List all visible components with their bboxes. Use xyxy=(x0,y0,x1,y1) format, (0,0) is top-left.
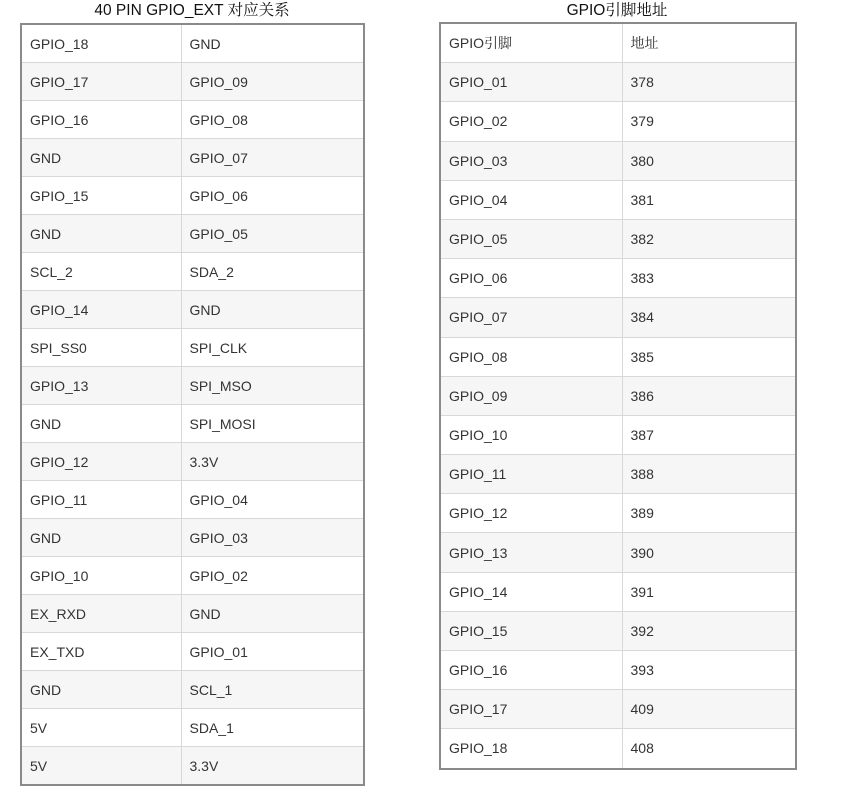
pin-left-cell: GND xyxy=(21,405,181,443)
gpio-address-cell: 392 xyxy=(622,611,796,650)
table-row xyxy=(21,24,364,63)
gpio-address-cell: 409 xyxy=(622,690,796,729)
pin-left-cell: 5V xyxy=(21,747,181,786)
pin-right-cell: GPIO_09 xyxy=(181,63,364,101)
pin-left-cell: EX_RXD xyxy=(21,595,181,633)
pin-right-cell: SPI_MSO xyxy=(181,367,364,405)
gpio-address-cell: 387 xyxy=(622,415,796,454)
pin-left-cell: GPIO_18 xyxy=(21,24,181,63)
pin-mapping-table xyxy=(20,23,365,786)
gpio-name-cell: GPIO_15 xyxy=(440,611,622,650)
table-row xyxy=(21,443,364,481)
pin-right-cell: GPIO_01 xyxy=(181,633,364,671)
gpio-name-cell: GPIO_12 xyxy=(440,494,622,533)
gpio-address-cell: 393 xyxy=(622,651,796,690)
pin-left-cell: SPI_SS0 xyxy=(21,329,181,367)
table-row xyxy=(21,329,364,367)
gpio-name-cell: GPIO_04 xyxy=(440,180,622,219)
pin-right-cell: GPIO_08 xyxy=(181,101,364,139)
gpio-name-cell: GPIO_02 xyxy=(440,102,622,141)
pin-right-cell: SDA_1 xyxy=(181,709,364,747)
gpio-name-cell: GPIO_03 xyxy=(440,141,622,180)
gpio-address-cell: 381 xyxy=(622,180,796,219)
table-row xyxy=(21,63,364,101)
addr-table-body xyxy=(440,23,796,769)
pin-left-cell: GPIO_12 xyxy=(21,443,181,481)
pin-table-caption: 40 PIN GPIO_EXT 对应关系 xyxy=(94,2,290,19)
gpio-name-cell: GPIO_10 xyxy=(440,415,622,454)
table-row xyxy=(440,376,796,415)
pin-table-body xyxy=(21,24,364,785)
table-row xyxy=(440,102,796,141)
table-row xyxy=(21,481,364,519)
pin-right-cell: GPIO_03 xyxy=(181,519,364,557)
gpio-name-cell: GPIO_18 xyxy=(440,729,622,769)
gpio-address-cell: 382 xyxy=(622,219,796,258)
gpio-name-cell: GPIO引脚 xyxy=(440,23,622,63)
gpio-address-cell: 388 xyxy=(622,455,796,494)
gpio-address-cell: 384 xyxy=(622,298,796,337)
pin-right-cell: 3.3V xyxy=(181,443,364,481)
table-row xyxy=(21,671,364,709)
gpio-name-cell: GPIO_16 xyxy=(440,651,622,690)
gpio-address-cell: 390 xyxy=(622,533,796,572)
table-row xyxy=(440,23,796,63)
table-row xyxy=(21,177,364,215)
gpio-name-cell: GPIO_01 xyxy=(440,63,622,102)
pin-left-cell: GPIO_14 xyxy=(21,291,181,329)
gpio-address-cell: 378 xyxy=(622,63,796,102)
pin-left-cell: GPIO_10 xyxy=(21,557,181,595)
pin-right-cell: GND xyxy=(181,595,364,633)
table-row xyxy=(440,63,796,102)
table-row xyxy=(440,729,796,769)
gpio-address-cell: 391 xyxy=(622,572,796,611)
gpio-name-cell: GPIO_13 xyxy=(440,533,622,572)
table-row xyxy=(440,259,796,298)
table-row xyxy=(440,611,796,650)
pin-left-cell: SCL_2 xyxy=(21,253,181,291)
pin-right-cell: SPI_MOSI xyxy=(181,405,364,443)
gpio-name-cell: GPIO_05 xyxy=(440,219,622,258)
gpio-name-cell: GPIO_17 xyxy=(440,690,622,729)
pin-right-cell: GPIO_07 xyxy=(181,139,364,177)
table-row xyxy=(21,595,364,633)
pin-right-cell: GPIO_06 xyxy=(181,177,364,215)
table-row xyxy=(440,141,796,180)
table-row xyxy=(21,101,364,139)
pin-left-cell: GPIO_15 xyxy=(21,177,181,215)
gpio-address-table xyxy=(439,22,797,770)
table-row xyxy=(440,180,796,219)
pin-right-cell: GND xyxy=(181,24,364,63)
table-row xyxy=(21,557,364,595)
table-row xyxy=(21,367,364,405)
pin-left-cell: GPIO_11 xyxy=(21,481,181,519)
table-row xyxy=(440,415,796,454)
table-row xyxy=(21,747,364,786)
gpio-name-cell: GPIO_07 xyxy=(440,298,622,337)
addr-table-caption: GPIO引脚地址 xyxy=(566,2,668,19)
pin-left-cell: EX_TXD xyxy=(21,633,181,671)
gpio-address-cell: 380 xyxy=(622,141,796,180)
gpio-address-cell: 地址 xyxy=(622,23,796,63)
gpio-name-cell: GPIO_09 xyxy=(440,376,622,415)
table-row xyxy=(440,651,796,690)
pin-left-cell: GPIO_16 xyxy=(21,101,181,139)
pin-right-cell: SDA_2 xyxy=(181,253,364,291)
gpio-name-cell: GPIO_14 xyxy=(440,572,622,611)
gpio-name-cell: GPIO_08 xyxy=(440,337,622,376)
gpio-address-cell: 385 xyxy=(622,337,796,376)
table-row xyxy=(21,253,364,291)
table-row xyxy=(440,533,796,572)
table-row xyxy=(21,215,364,253)
table-row xyxy=(21,291,364,329)
pin-right-cell: SPI_CLK xyxy=(181,329,364,367)
pin-left-cell: GND xyxy=(21,671,181,709)
gpio-address-cell: 386 xyxy=(622,376,796,415)
table-row xyxy=(21,709,364,747)
table-row xyxy=(440,572,796,611)
table-row xyxy=(440,455,796,494)
pin-left-cell: GND xyxy=(21,139,181,177)
pin-right-cell: GPIO_05 xyxy=(181,215,364,253)
pin-left-cell: GND xyxy=(21,519,181,557)
table-row xyxy=(21,405,364,443)
table-row xyxy=(440,298,796,337)
table-row xyxy=(440,219,796,258)
gpio-address-cell: 383 xyxy=(622,259,796,298)
table-row xyxy=(440,494,796,533)
pin-left-cell: GND xyxy=(21,215,181,253)
pin-left-cell: GPIO_17 xyxy=(21,63,181,101)
table-row xyxy=(21,519,364,557)
gpio-name-cell: GPIO_11 xyxy=(440,455,622,494)
gpio-address-cell: 389 xyxy=(622,494,796,533)
gpio-address-cell: 379 xyxy=(622,102,796,141)
gpio-address-cell: 408 xyxy=(622,729,796,769)
table-row xyxy=(21,633,364,671)
pin-right-cell: GPIO_04 xyxy=(181,481,364,519)
pin-right-cell: SCL_1 xyxy=(181,671,364,709)
pin-right-cell: 3.3V xyxy=(181,747,364,786)
pin-left-cell: 5V xyxy=(21,709,181,747)
pin-right-cell: GPIO_02 xyxy=(181,557,364,595)
gpio-name-cell: GPIO_06 xyxy=(440,259,622,298)
pin-left-cell: GPIO_13 xyxy=(21,367,181,405)
table-row xyxy=(440,690,796,729)
table-row xyxy=(21,139,364,177)
table-row xyxy=(440,337,796,376)
pin-right-cell: GND xyxy=(181,291,364,329)
